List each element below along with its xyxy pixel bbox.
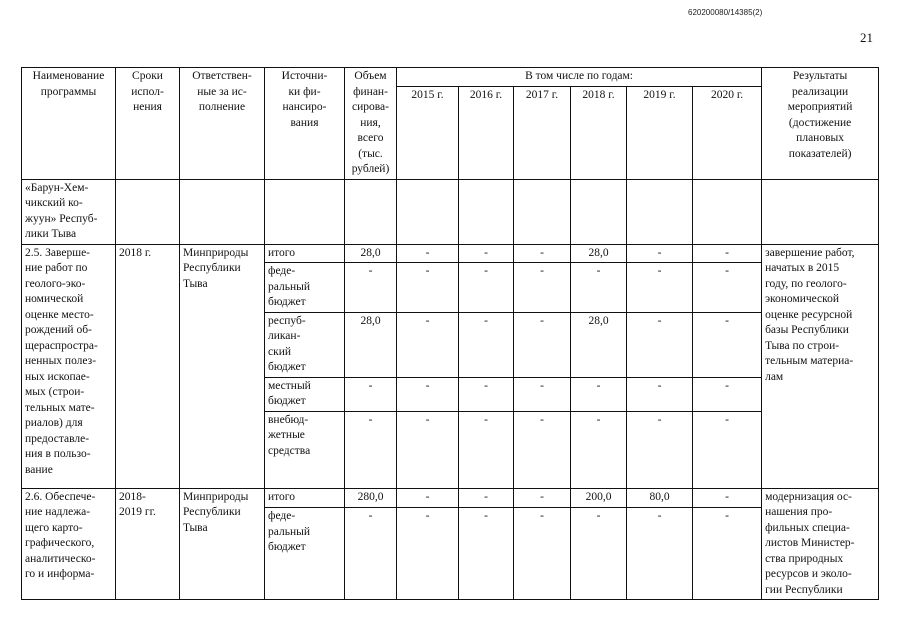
text-line: бюджет [268, 361, 306, 373]
header-by-years: В том числе по годам: [397, 68, 762, 87]
source-cell [265, 312, 345, 377]
source-cell [265, 411, 345, 488]
text-line: Республики [183, 262, 241, 274]
text-line: жетные [268, 429, 305, 441]
text-line: ральный [268, 525, 310, 538]
header-name [22, 68, 116, 180]
text-line: бюджет [268, 541, 306, 554]
text-line: вания [290, 116, 319, 129]
text-line: риалов) для [25, 417, 83, 429]
header-sources [265, 68, 345, 180]
page-number: 21 [860, 30, 873, 45]
text-line: 2.5. Заверше- [25, 246, 90, 259]
continuation-name [22, 179, 116, 244]
text-line: бюджет [268, 395, 306, 407]
text-line: итого [268, 490, 295, 503]
text-line: показателей) [788, 147, 852, 160]
text-line: сирова- [352, 101, 389, 113]
text-line: рождений об- [25, 324, 92, 336]
text-line: лам [765, 370, 784, 383]
item-2-6-name [22, 488, 116, 600]
text-line: начатых в 2015 [765, 262, 840, 274]
text-line: ных ископае- [25, 370, 90, 383]
text-line: номической [25, 293, 84, 305]
text-line: лики Тыва [25, 228, 77, 240]
text-line: 2018- [119, 490, 146, 503]
text-line: финан- [353, 85, 388, 98]
text-line: нансиро- [282, 101, 327, 113]
text-line: средства [268, 444, 311, 457]
text-line: Наименование [32, 70, 105, 82]
text-line: бюджет [268, 296, 306, 308]
text-line: Объем [354, 70, 387, 82]
text-line: го и информа- [25, 568, 95, 580]
text-line: геолого-эко- [25, 277, 86, 290]
text-line: (достижение [788, 116, 852, 129]
text-line: внебюд- [268, 413, 309, 426]
header-responsible [180, 68, 265, 180]
table-row: феде- ральный бюджет - - - - - - - [22, 508, 879, 600]
text-line: графического, [25, 537, 95, 549]
table-row: феде- ральный бюджет - - - - - - - [22, 263, 879, 313]
text-line: аналитическо- [25, 552, 96, 565]
text-line: ния, [360, 116, 381, 129]
text-line: оценке место- [25, 308, 94, 321]
text-line: «Барун-Хем- [25, 181, 89, 194]
text-line: жуун» Респуб- [25, 212, 98, 225]
text-line: ние работ по [25, 262, 88, 274]
text-line: рублей) [351, 163, 390, 175]
header-volume [345, 68, 397, 180]
item-2-5-name [22, 244, 116, 488]
text-line: тельным материа- [765, 355, 854, 367]
text-line: программы [40, 85, 97, 98]
text-line: Республики [183, 506, 241, 518]
source-cell [265, 244, 345, 263]
text-line: ния в пользо- [25, 448, 91, 460]
text-line: завершение работ, [765, 246, 855, 259]
text-line: (тыс. [358, 147, 383, 160]
text-line: мероприятий [787, 101, 853, 113]
item-2-6-term [116, 488, 180, 600]
text-line: респуб- [268, 314, 306, 327]
text-line: испол- [131, 85, 164, 98]
text-line: году, по геолого- [765, 277, 847, 290]
text-line: щего карто- [25, 521, 83, 534]
text-line: Минприроды [183, 246, 249, 259]
text-line: полнение [198, 101, 246, 113]
text-line: оценке ресурсной [765, 308, 853, 321]
text-line: тельных мате- [25, 401, 95, 414]
text-line: экономической [765, 293, 840, 305]
item-2-5-term: 2018 г. [116, 244, 180, 488]
table-row [22, 179, 879, 244]
text-line: Тыва по строи- [765, 339, 840, 352]
header-year-2020: 2020 г. [693, 87, 762, 179]
text-line: ки фи- [288, 85, 321, 98]
header-results [762, 68, 879, 180]
text-line: нения [133, 101, 162, 113]
text-line: щераспростра- [25, 339, 98, 352]
text-line: фильных специа- [765, 521, 850, 534]
item-2-6-responsible [180, 488, 265, 600]
table-row: 2.6. Обеспече- ние надлежа- щего карто- графического, аналитическо- го и информа- 2018- 2019 гг. Минприроды Республики Тыва итого 280,0 - - - 200,0 80,0 - модернизация ос- нашения про- фильных специа- листов Министер- ства природных ресурсов и эколо- гии Республики [22, 488, 879, 508]
source-cell [265, 488, 345, 508]
table-row: внебюд- жетные средства - - - - - - - [22, 411, 879, 488]
text-line: реализации [791, 85, 849, 98]
item-2-6-result [762, 488, 879, 600]
source-cell [265, 263, 345, 313]
text-line: Сроки [132, 70, 163, 82]
table-row: респуб- ликан- ский бюджет 28,0 - - - 28,0 - - [22, 312, 879, 377]
text-line: 2019 гг. [119, 506, 156, 518]
text-line: ние надлежа- [25, 506, 91, 518]
text-line: плановых [796, 132, 844, 144]
text-line: ский [268, 345, 291, 358]
text-line: 2.6. Обеспече- [25, 490, 96, 503]
text-line: модернизация ос- [765, 490, 852, 503]
text-line: ные за ис- [197, 85, 247, 98]
item-2-5-responsible [180, 244, 265, 488]
text-line: ликан- [268, 330, 301, 342]
header-year-2017: 2017 г. [514, 87, 571, 179]
source-cell [265, 508, 345, 600]
text-line: ства природных [765, 552, 844, 565]
source-cell [265, 377, 345, 411]
header-year-2015: 2015 г. [397, 87, 459, 179]
text-line: вание [25, 463, 53, 476]
header-terms [116, 68, 180, 180]
text-line: ресурсов и эколо- [765, 568, 852, 580]
text-line: Тыва [183, 521, 208, 534]
text-line: листов Министер- [765, 537, 855, 549]
text-line: Ответствен- [192, 70, 252, 82]
table-row: местный бюджет - - - - - - - [22, 377, 879, 411]
header-year-2018: 2018 г. [571, 87, 627, 179]
text-line: итого [268, 246, 295, 259]
table-row: 2.5. Заверше- ние работ по геолого-эко- номической оценке место- рождений об- щераспростра- ненных полез- ных ископае- мых (строи- тельных мате- риалов) для предоставле- ния в пользо- вание 2018 г. Минприроды Республики Тыва итого 28,0 - - - 28,0 - - завершение работ, начатых в 2015 году, по геолого- экономической оценке ресурсной базы Республики Тыва по строи- тельным материа- лам [22, 244, 879, 263]
text-line: ненных полез- [25, 355, 97, 367]
text-line: предоставле- [25, 432, 90, 445]
text-line: местный [268, 379, 311, 392]
item-2-5-result [762, 244, 879, 488]
text-line: Результаты [792, 70, 848, 82]
text-line: Минприроды [183, 490, 249, 503]
text-line: мых (строи- [25, 386, 85, 398]
program-table [21, 67, 879, 600]
header-year-2016: 2016 г. [459, 87, 514, 179]
text-line: нашения про- [765, 506, 833, 518]
text-line: Тыва [183, 277, 208, 290]
document-id: 620200080/14385(2) [688, 8, 763, 17]
text-line: чикский ко- [25, 197, 83, 209]
text-line: гии Республики [765, 583, 843, 596]
text-line: феде- [268, 510, 296, 523]
header-year-2019: 2019 г. [627, 87, 693, 179]
text-line: феде- [268, 265, 296, 277]
text-line: всего [357, 132, 384, 144]
text-line: ральный [268, 280, 310, 293]
text-line: базы Республики [765, 324, 849, 336]
text-line: Источни- [281, 70, 328, 82]
